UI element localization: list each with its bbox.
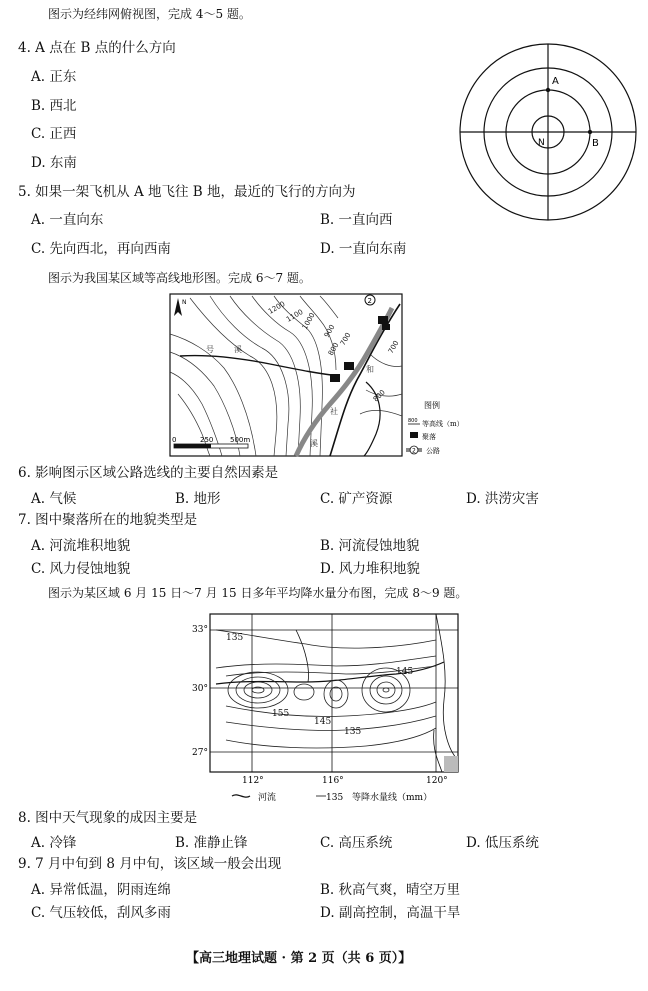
- q5-option-c[interactable]: C. 先向西北，再向西南: [31, 241, 171, 257]
- north-label: N: [182, 299, 187, 306]
- scale-500m: 500m: [230, 436, 251, 444]
- q8-option-b[interactable]: B. 准静止锋: [175, 835, 248, 851]
- north-pole-label: N: [538, 138, 545, 148]
- isohyet-label-135-top: 135: [226, 633, 244, 643]
- legend-title: 图例: [424, 401, 440, 410]
- isohyet-label-145-bottom: 145: [314, 717, 332, 727]
- question-8-stem: 8. 图中天气现象的成因主要是: [18, 810, 198, 826]
- contour-label-800-b: 800: [371, 388, 387, 404]
- question-5-stem: 5. 如果一架飞机从 A 地飞往 B 地，最近的飞行的方向为: [18, 184, 356, 200]
- q7-option-a[interactable]: A. 河流堆积地貌: [31, 538, 131, 554]
- lon-label-116: 116°: [322, 776, 344, 786]
- intro-8-9: 图示为某区域 6 月 15 日～7 月 15 日多年平均降水量分布图，完成 8～9 题。: [48, 586, 468, 600]
- point-a-label: A: [552, 76, 559, 87]
- q7-option-d[interactable]: D. 风力堆积地貌: [320, 561, 420, 577]
- legend-settlement-text: 聚落: [422, 433, 436, 441]
- q5-option-b[interactable]: B. 一直向西: [320, 212, 393, 228]
- place-label-he: 和: [366, 365, 374, 374]
- page-footer: 【高三地理试题 · 第 2 页（共 6 页）】: [186, 951, 412, 966]
- q9-option-d[interactable]: D. 副高控制，高温干旱: [320, 905, 461, 921]
- question-6-stem: 6. 影响图示区域公路选线的主要自然因素是: [18, 465, 279, 481]
- q6-option-c[interactable]: C. 矿产资源: [320, 491, 393, 507]
- contour-label-1100: 1100: [285, 307, 305, 324]
- intro-4-5: 图示为经纬网俯视图，完成 4～5 题。: [48, 7, 251, 21]
- contour-label-700-b: 700: [386, 339, 401, 355]
- scale-250: 250: [200, 436, 214, 444]
- q8-option-d[interactable]: D. 低压系统: [466, 835, 539, 851]
- q9-option-a[interactable]: A. 异常低温，阴雨连绵: [31, 882, 171, 898]
- polar-graticule-figure: [458, 42, 638, 222]
- q6-option-d[interactable]: D. 洪涝灾害: [466, 491, 539, 507]
- route-number: 2: [367, 297, 372, 305]
- q9-option-c[interactable]: C. 气压较低，刮风多雨: [31, 905, 171, 921]
- q4-option-a[interactable]: A. 正东: [31, 69, 77, 85]
- question-9-stem: 9. 7 月中旬到 8 月中旬，该区域一般会出现: [18, 856, 282, 872]
- lat-label-33: 33°: [192, 625, 208, 635]
- contour-label-1200: 1200: [267, 299, 287, 316]
- isohyet-label-155: 155: [272, 709, 290, 719]
- precipitation-map: [186, 610, 466, 806]
- q4-option-d[interactable]: D. 东南: [31, 155, 77, 171]
- legend-road-symbol: 2: [412, 447, 416, 455]
- place-label-hao: 号: [206, 345, 214, 354]
- legend-isohyet-value: 135: [326, 793, 344, 803]
- place-label-xi-1: 溪: [234, 345, 242, 354]
- legend-river-text: 河流: [258, 793, 277, 803]
- q8-option-c[interactable]: C. 高压系统: [320, 835, 393, 851]
- point-b-label: B: [592, 138, 599, 149]
- isohyet-label-135-bottom: 135: [344, 727, 362, 737]
- q6-option-a[interactable]: A. 气候: [31, 491, 77, 507]
- legend-settlement-icon: [410, 432, 418, 438]
- lat-label-27: 27°: [192, 748, 208, 758]
- q9-option-b[interactable]: B. 秋高气爽，晴空万里: [320, 882, 461, 898]
- legend-isohyet-text: 等降水量线（mm）: [352, 793, 433, 803]
- q6-option-b[interactable]: B. 地形: [175, 491, 221, 507]
- q5-option-a[interactable]: A. 一直向东: [31, 212, 104, 228]
- legend-contour-symbol: 800: [408, 418, 418, 424]
- q7-option-c[interactable]: C. 风力侵蚀地貌: [31, 561, 131, 577]
- place-label-she: 社: [330, 407, 338, 416]
- legend-contour-text: 等高线（m）: [422, 420, 464, 428]
- intro-6-7: 图示为我国某区域等高线地形图。完成 6～7 题。: [48, 271, 311, 285]
- legend-road-text: 公路: [426, 447, 440, 455]
- scale-0: 0: [172, 436, 177, 444]
- isohyet-label-145-top: 145: [396, 667, 414, 677]
- q5-option-d[interactable]: D. 一直向东南: [320, 241, 407, 257]
- place-label-xi-2: 溪: [310, 439, 318, 448]
- q4-option-c[interactable]: C. 正西: [31, 126, 77, 142]
- contour-label-900: 900: [322, 323, 337, 339]
- contour-label-1000: 1000: [300, 311, 317, 331]
- lat-label-30: 30°: [192, 684, 208, 694]
- contour-map: [170, 294, 464, 458]
- contour-label-700-a: 700: [338, 331, 353, 347]
- legend-river-symbol: [232, 795, 250, 797]
- q4-option-b[interactable]: B. 西北: [31, 98, 77, 114]
- question-7-stem: 7. 图中聚落所在的地貌类型是: [18, 512, 198, 528]
- q8-option-a[interactable]: A. 冷锋: [31, 835, 77, 851]
- lon-label-112: 112°: [242, 776, 264, 786]
- lon-label-120: 120°: [426, 776, 448, 786]
- q7-option-b[interactable]: B. 河流侵蚀地貌: [320, 538, 420, 554]
- question-4-stem: 4. A 点在 B 点的什么方向: [18, 40, 176, 56]
- contour-label-800: 800: [326, 341, 341, 357]
